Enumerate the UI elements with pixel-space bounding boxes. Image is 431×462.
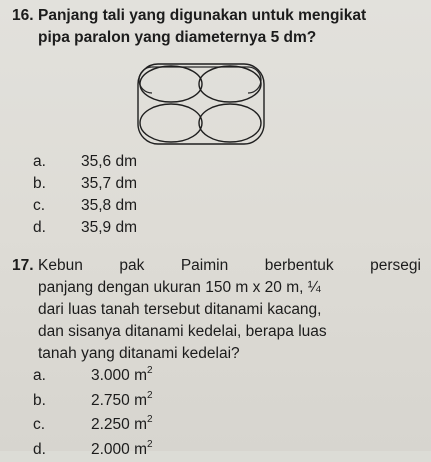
question-17-line-5: tanah yang ditanami kedelai? [38, 343, 421, 365]
pipe-bundle-drawing [134, 60, 266, 148]
pipe-circle-bottom-right [199, 104, 261, 142]
question-16-line-2: pipa paralon yang diameternya 5 dm? [38, 27, 421, 49]
option-value-text: 2.000 m [91, 441, 147, 458]
question-17 [12, 255, 421, 365]
question-17-line-3: dari luas tanah tersebut ditanami kacang, [38, 299, 421, 321]
option-exponent: 2 [147, 365, 153, 376]
question-16 [12, 5, 421, 49]
option-value-text: 2.250 m [91, 416, 147, 433]
pipe-bundle-figure [134, 60, 266, 148]
option-letter: b. [33, 173, 63, 195]
option-exponent: 2 [147, 414, 153, 425]
option-letter: a. [33, 364, 63, 389]
question-17-line-1: Kebun pak Paimin berbentuk persegi [38, 255, 421, 277]
question-number: 17. [12, 255, 34, 277]
option-value-text: 3.000 m [91, 367, 147, 384]
question-16-line-1: Panjang tali yang digunakan untuk mengikat [38, 5, 421, 27]
option-value-text: 2.750 m [91, 392, 147, 409]
option-value: 35,7 dm [81, 173, 137, 195]
option-value: 35,8 dm [81, 195, 137, 217]
option-value [91, 438, 153, 462]
pipe-circle-top-right [199, 66, 261, 102]
option-letter: c. [33, 413, 63, 438]
option-letter: b. [33, 389, 63, 414]
option-value: 35,9 dm [81, 217, 137, 239]
option-letter: a. [33, 151, 63, 173]
option-exponent: 2 [147, 390, 153, 401]
option-value [91, 389, 153, 414]
option-letter: d. [33, 438, 63, 462]
option-value [91, 364, 153, 389]
option-letter: d. [33, 217, 63, 239]
option-letter: c. [33, 195, 63, 217]
question-17-line-2: panjang dengan ukuran 150 m x 20 m, ¼ [38, 277, 421, 299]
option-exponent: 2 [147, 439, 153, 450]
option-value: 35,6 dm [81, 151, 137, 173]
pipe-circle-top-left [140, 66, 202, 102]
rope-band [138, 64, 264, 144]
question-17-line-4: dan sisanya ditanami kedelai, berapa luas [38, 321, 421, 343]
question-number: 16. [12, 5, 34, 27]
option-value [91, 413, 153, 438]
pipe-circle-bottom-left [140, 104, 202, 142]
